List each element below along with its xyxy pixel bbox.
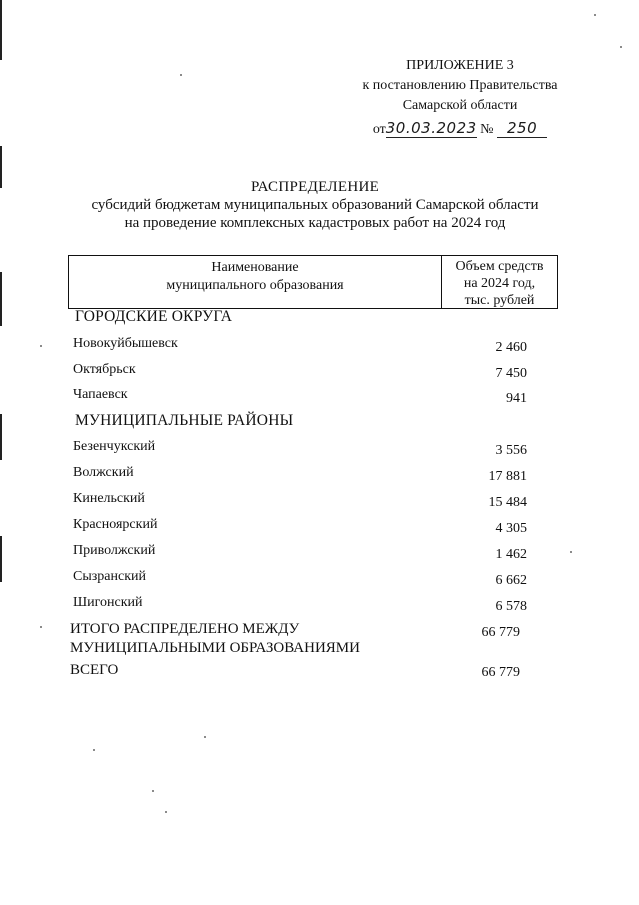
handwritten-number: 250 [497, 119, 547, 138]
row-value: 6 662 [495, 573, 527, 588]
total-distributed-label [70, 620, 360, 658]
header-amount-line2: на 2024 год, [463, 276, 536, 291]
scan-noise-dot [620, 46, 622, 48]
document-title: РАСПРЕДЕЛЕНИЕ [250, 179, 380, 195]
scan-margin-mark [0, 272, 2, 326]
appendix-region: Самарской области [402, 98, 518, 113]
total-distributed-line1: ИТОГО РАСПРЕДЕЛЕНО МЕЖДУ [70, 621, 300, 637]
total-distributed-value: 66 779 [481, 625, 520, 640]
appendix-reference: к постановлению Правительства [362, 78, 558, 93]
row-value: 1 462 [495, 547, 527, 562]
scan-margin-mark [0, 414, 2, 460]
date-prefix: от [372, 122, 386, 137]
row-value: 17 881 [488, 469, 527, 484]
row-name: Безенчукский [73, 439, 156, 454]
header-name-line2: муниципального образования [166, 278, 344, 293]
row-name: Кинельский [73, 491, 145, 506]
header-amount-line1: Объем средств [455, 259, 544, 274]
scan-noise-dot [570, 551, 572, 553]
row-name: Сызранский [73, 569, 146, 584]
section-title-municipal-districts: МУНИЦИПАЛЬНЫЕ РАЙОНЫ [75, 412, 294, 429]
scan-noise-dot [180, 74, 182, 76]
scan-noise-dot [40, 345, 42, 347]
section-title-city-districts: ГОРОДСКИЕ ОКРУГА [75, 308, 233, 325]
scan-noise-dot [152, 790, 154, 792]
row-name: Чапаевск [73, 387, 128, 402]
scan-noise-dot [204, 736, 206, 738]
row-value: 6 578 [495, 599, 527, 614]
appendix-date-line [330, 118, 590, 140]
row-value: 4 305 [495, 521, 527, 536]
header-amount-cell [442, 256, 557, 310]
header-name-cell [69, 256, 442, 308]
table-header [68, 255, 558, 309]
row-value: 941 [506, 391, 527, 406]
document-subtitle-line2: на проведение комплексных кадастровых работ на 2024 год [124, 215, 506, 231]
row-name: Приволжский [73, 543, 156, 558]
row-name: Красноярский [73, 517, 158, 532]
document-heading [60, 178, 570, 232]
row-name: Новокуйбышевск [73, 336, 178, 351]
row-value: 2 460 [495, 340, 527, 355]
row-name: Волжский [73, 465, 134, 480]
row-name: Шигонский [73, 595, 143, 610]
scan-noise-dot [93, 749, 95, 751]
number-prefix: № [480, 122, 494, 137]
scan-noise-dot [594, 14, 596, 16]
scan-margin-mark [0, 536, 2, 582]
total-distributed-line2: МУНИЦИПАЛЬНЫМИ ОБРАЗОВАНИЯМИ [70, 640, 360, 656]
row-value: 7 450 [495, 366, 527, 381]
row-value: 3 556 [495, 443, 527, 458]
document-subtitle-line1: субсидий бюджетам муниципальных образований Самарской области [91, 197, 539, 213]
grand-total-label: ВСЕГО [70, 662, 119, 678]
header-name-line1: Наименование [211, 260, 299, 275]
header-amount-line3: тыс. рублей [464, 293, 535, 308]
grand-total-value: 66 779 [481, 665, 520, 680]
appendix-block [330, 56, 590, 140]
handwritten-date: 30.03.2023 [385, 119, 477, 137]
scan-margin-mark [0, 0, 2, 60]
scan-noise-dot [165, 811, 167, 813]
scan-margin-mark [0, 146, 2, 188]
row-name: Октябрьск [73, 362, 136, 377]
scan-noise-dot [40, 626, 42, 628]
appendix-title: ПРИЛОЖЕНИЕ 3 [406, 58, 514, 73]
row-value: 15 484 [488, 495, 527, 510]
